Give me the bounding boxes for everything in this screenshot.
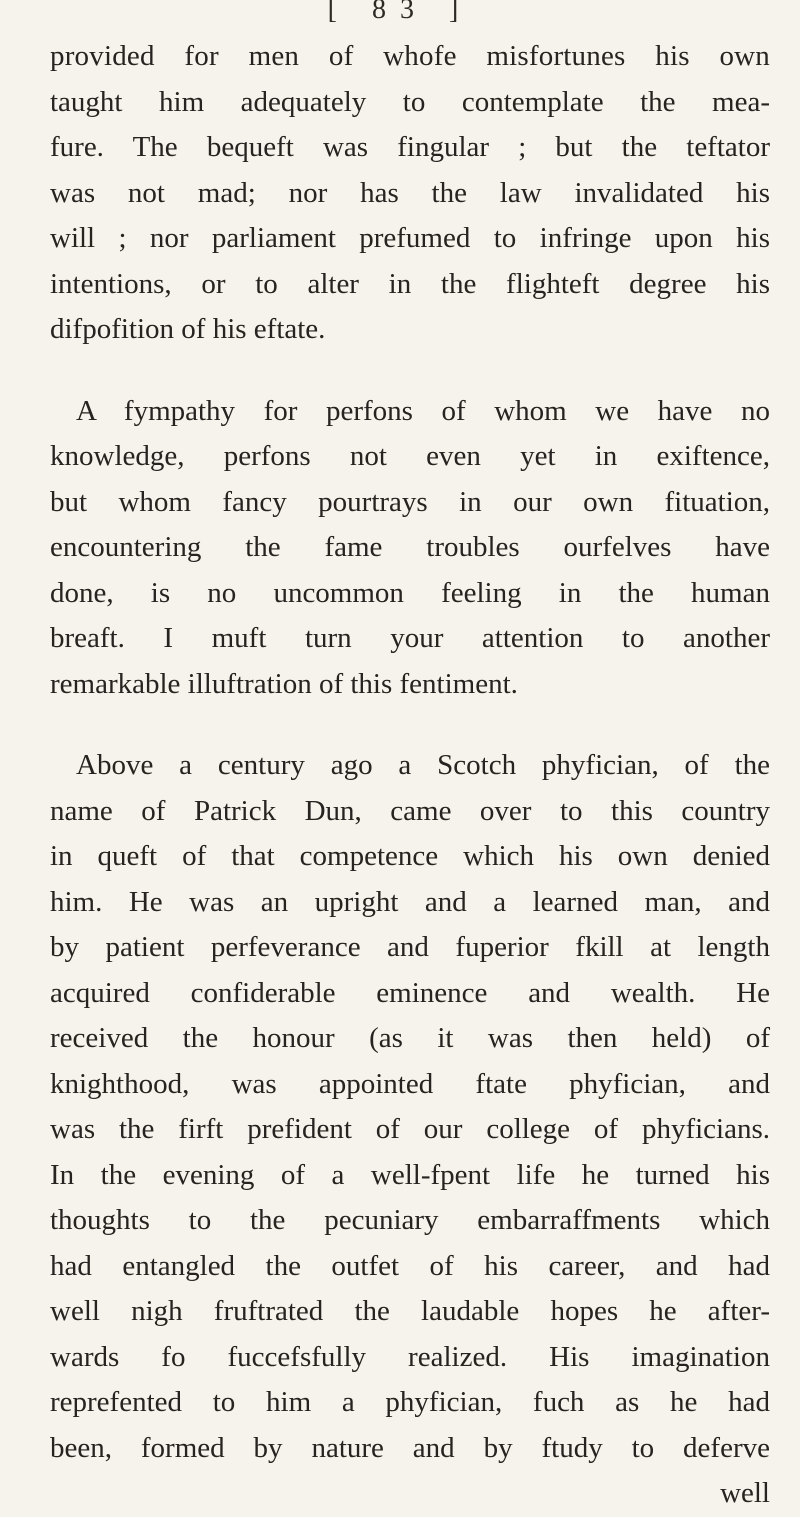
text-line: was not mad; nor has the law invalidated his [50,176,770,209]
text-line: encountering the fame troubles ourfelves have [50,531,770,563]
text-line: A fympathy for perfons of whom we have no [76,394,770,427]
text-line: Above a century ago a Scotch phyfician, of the [76,749,770,781]
text-line: remarkable illuftration of this fentiment. [50,667,518,700]
text-line: fure. The bequeft was fingular ; but the teftator [50,131,770,163]
text-line: taught him adequately to contemplate the mea- [50,85,770,118]
text-line: intentions, or to alter in the flighteft degree his [50,267,770,300]
text-line: been, formed by nature and by ftudy to deferve [50,1431,770,1464]
paragraph-2 [50,389,770,708]
text-line: well nigh fruftrated the laudable hopes he after- [50,1295,770,1327]
text-line: received the honour (as it was then held) of [50,1022,770,1054]
text-line: him. He was an upright and a learned man, and [50,885,770,918]
text-line: was the firft prefident of our college of phyficians. [50,1113,770,1145]
page-number: [ 83 ] [327,0,473,25]
paragraph-gap [50,707,770,743]
paragraph-gap [50,353,770,389]
text-line: difpofition of his eftate. [50,313,326,345]
catchword: well [720,1477,770,1509]
text-line: had entangled the outfet of his career, and had [50,1249,770,1282]
text-line: name of Patrick Dun, came over to this country [50,794,770,827]
paragraph-3 [50,743,770,1517]
text-line: will ; nor parliament prefumed to infringe upon his [50,222,770,254]
text-line: done, is no uncommon feeling in the human [50,576,770,609]
text-line: acquired confiderable eminence and wealth. He [50,976,770,1009]
text-line: knighthood, was appointed ftate phyfician, and [50,1067,770,1100]
text-line: wards fo fuccefsfully realized. His imagination [50,1340,770,1373]
text-line: In the evening of a well-fpent life he turned his [50,1158,770,1191]
text-line: thoughts to the pecuniary embarraffments which [50,1204,770,1236]
body-text [50,34,770,1517]
text-line: reprefented to him a phyfician, fuch as he had [50,1386,770,1418]
text-line: but whom fancy pourtrays in our own fituation, [50,485,770,518]
text-line: knowledge, perfons not even yet in exiftence, [50,440,770,472]
paragraph-1 [50,34,770,353]
text-line: provided for men of whofe misfortunes his own [50,40,770,72]
text-line: in queft of that competence which his own denied [50,840,770,872]
text-line: breaft. I muft turn your attention to another [50,622,770,654]
text-line: by patient perfeverance and fuperior fkill at length [50,931,770,963]
